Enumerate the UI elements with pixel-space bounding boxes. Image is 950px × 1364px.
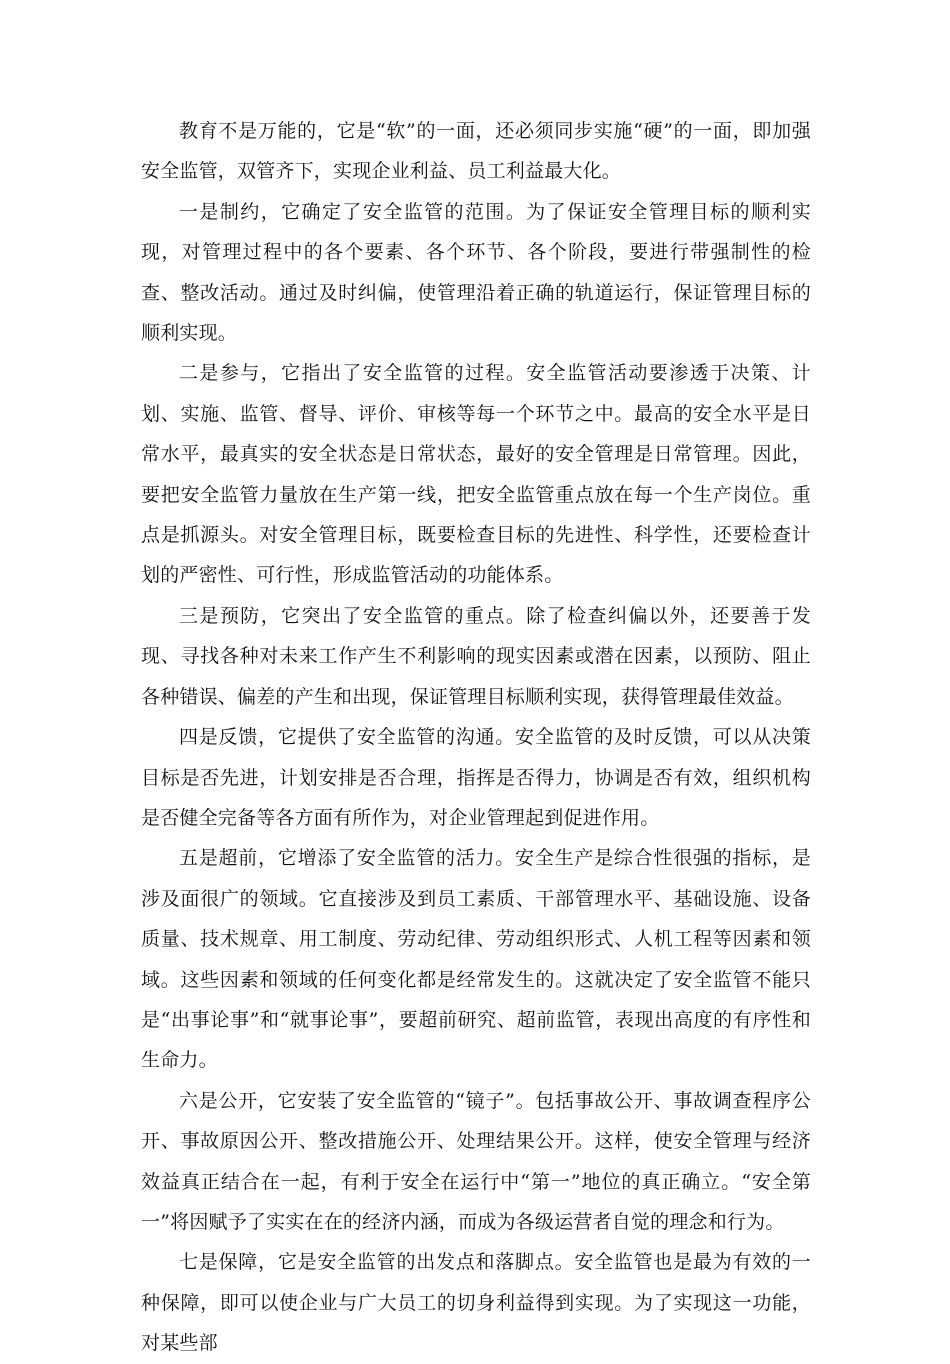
- paragraph-prevention: 三是预防，它突出了安全监管的重点。除了检查纠偏以外，还要善于发现、寻找各种对未来工作产生不利影响的现实因素或潜在因素，以预防、阻止各种错误、偏差的产生和出现，保证管理目标顺利实现，获得管理最佳效益。: [141, 604, 811, 708]
- paragraph-openness: 六是公开，它安装了安全监管的“镜子”。包括事故公开、事故调查程序公开、事故原因公开、整改措施公开、处理结果公开。这样，使安全管理与经济效益真正结合在一起，有利于安全在运行中“第一”地位的真正确立。“安全第一”将因赋予了实实在在的经济内涵，而成为各级运营者自觉的理念和行为。: [141, 1089, 811, 1233]
- paragraph-restraint: 一是制约，它确定了安全监管的范围。为了保证安全管理目标的顺利实现，对管理过程中的各个要素、各个环节、各个阶段，要进行带强制性的检查、整改活动。通过及时纠偏，使管理沿着正确的轨道运行，保证管理目标的顺利实现。: [141, 200, 811, 345]
- paragraph-guarantee: 七是保障，它是安全监管的出发点和落脚点。安全监管也是最为有效的一种保障，即可以使企业与广大员工的切身利益得到实现。为了实现这一功能，对某些部: [141, 1251, 811, 1355]
- document-body: [141, 111, 811, 1364]
- paragraph-education: 教育不是万能的，它是“软”的一面，还必须同步实施“硬”的一面，即加强安全监管，双管齐下，实现企业利益、员工利益最大化。: [141, 120, 811, 183]
- paragraph-feedback: 四是反馈，它提供了安全监管的沟通。安全监管的及时反馈，可以从决策目标是否先进，计划安排是否合理，指挥是否得力，协调是否有效，组织机构是否健全完备等各方面有所作为，对企业管理起到促进作用。: [141, 726, 811, 829]
- paragraph-advance: 五是超前，它增添了安全监管的活力。安全生产是综合性很强的指标，是涉及面很广的领域。它直接涉及到员工素质、干部管理水平、基础设施、设备质量、技术规章、用工制度、劳动纪律、劳动组织形式、人机工程等因素和领域。这些因素和领域的任何变化都是经常发生的。这就决定了安全监管不能只是“出事论事”和“就事论事”，要超前研究、超前监管，表现出高度的有序性和生命力。: [141, 847, 811, 1072]
- paragraph-participation: 二是参与，它指出了安全监管的过程。安全监管活动要渗透于决策、计划、实施、监管、督导、评价、审核等每一个环节之中。最高的安全水平是日常水平，最真实的安全状态是日常状态，最好的安全管理是日常管理。因此，要把安全监管力量放在生产第一线，把安全监管重点放在每一个生产岗位。重点是抓源头。对安全管理目标，既要检查目标的先进性、科学性，还要检查计划的严密性、可行性，形成监管活动的功能体系。: [141, 362, 811, 587]
